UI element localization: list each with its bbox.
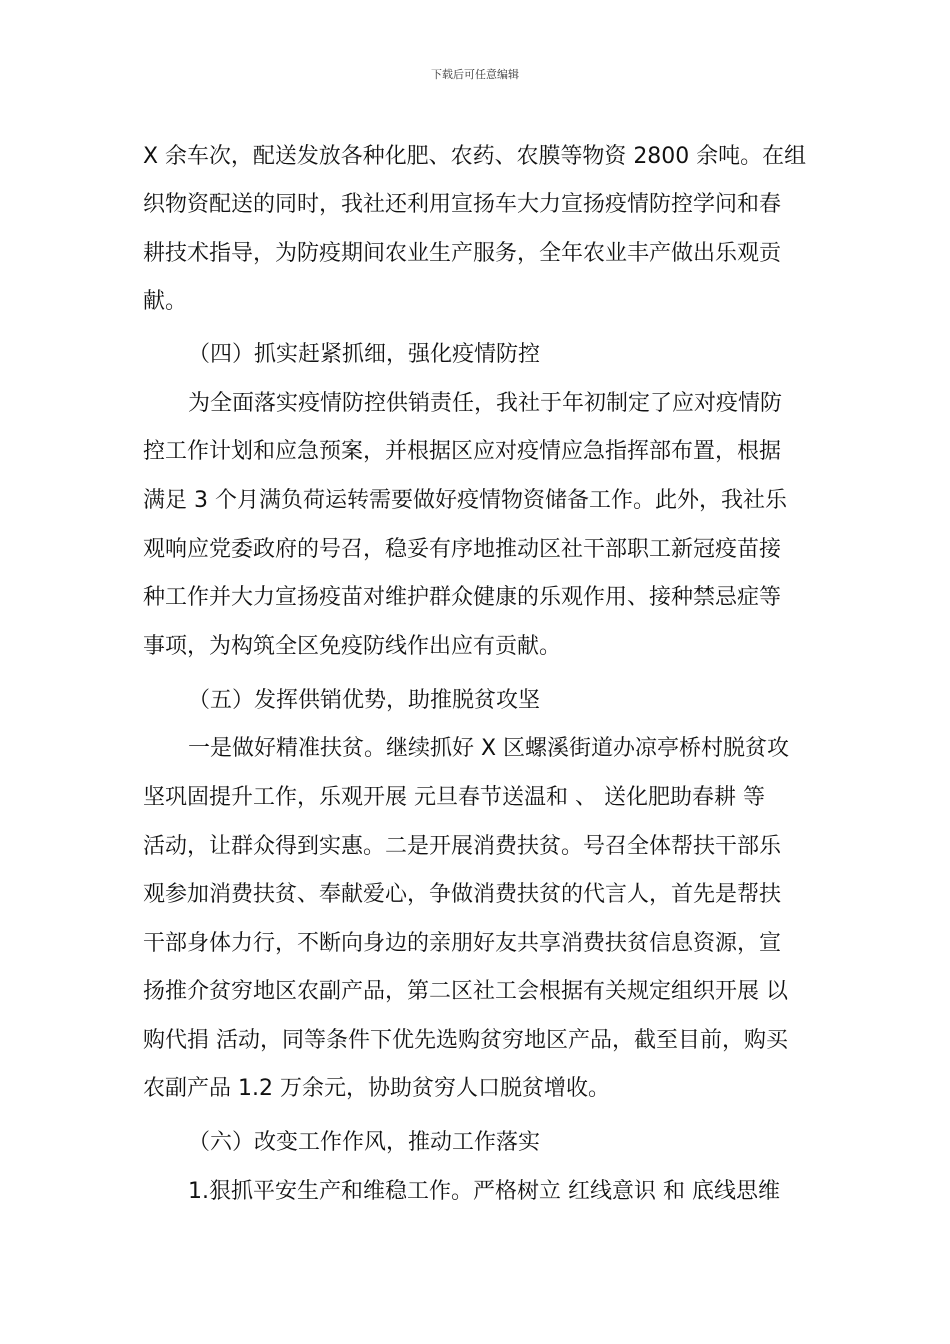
- text-line: 献。: [143, 289, 188, 314]
- text-line: 扬推介贫穷地区农副产品，第二区社工会根据有关规定组织开展 以: [143, 979, 788, 1004]
- text-line: 事项，为构筑全区免疫防线作出应有贡献。: [143, 634, 562, 659]
- text-line: 干部身体力行，不断向身边的亲朋好友共享消费扶贫信息资源，宣: [143, 931, 782, 956]
- text-line: 活动，让群众得到实惠。二是开展消费扶贫。号召全体帮扶干部乐: [143, 834, 782, 859]
- text-line: 农副产品 1.2 万余元，协助贫穷人口脱贫增收。: [143, 1076, 610, 1101]
- text-line: 一是做好精准扶贫。继续抓好 X 区螺溪街道办凉亭桥村脱贫攻: [188, 736, 790, 761]
- text-line: 购代捐 活动，同等条件下优先选购贫穷地区产品，截至目前，购买: [143, 1028, 788, 1053]
- text-line: 耕技术指导，为防疫期间农业生产服务，全年农业丰产做出乐观贡: [143, 241, 782, 266]
- text-line: 控工作计划和应急预案，并根据区应对疫情应急指挥部布置，根据: [143, 439, 782, 464]
- text-line: 观响应党委政府的号召，稳妥有序地推动区社干部职工新冠疫苗接: [143, 537, 782, 562]
- page-header: 下载后可任意编辑: [431, 68, 519, 81]
- text-line: 种工作并大力宣扬疫苗对维护群众健康的乐观作用、接种禁忌症等: [143, 585, 782, 610]
- text-line: 观参加消费扶贫、奉献爱心，争做消费扶贫的代言人，首先是帮扶: [143, 882, 782, 907]
- section-heading: （五）发挥供销优势，助推脱贫攻坚: [188, 688, 541, 713]
- section-heading: （四）抓实赶紧抓细，强化疫情防控: [188, 342, 541, 367]
- text-line: 坚巩固提升工作，乐观开展 元旦春节送温和 、 送化肥助春耕 等: [143, 785, 765, 810]
- text-line: X 余车次，配送发放各种化肥、农药、农膜等物资 2800 余吨。在组: [143, 144, 807, 169]
- text-line: 织物资配送的同时，我社还利用宣扬车大力宣扬疫情防控学问和春: [143, 192, 782, 217]
- text-line: 满足 3 个月满负荷运转需要做好疫情物资储备工作。此外，我社乐: [143, 488, 787, 513]
- text-line: 为全面落实疫情防控供销责任，我社于年初制定了应对疫情防: [188, 391, 783, 416]
- section-heading: （六）改变工作作风，推动工作落实: [188, 1130, 541, 1155]
- text-line: 1.狠抓平安生产和维稳工作。严格树立 红线意识 和 底线思维: [188, 1179, 780, 1204]
